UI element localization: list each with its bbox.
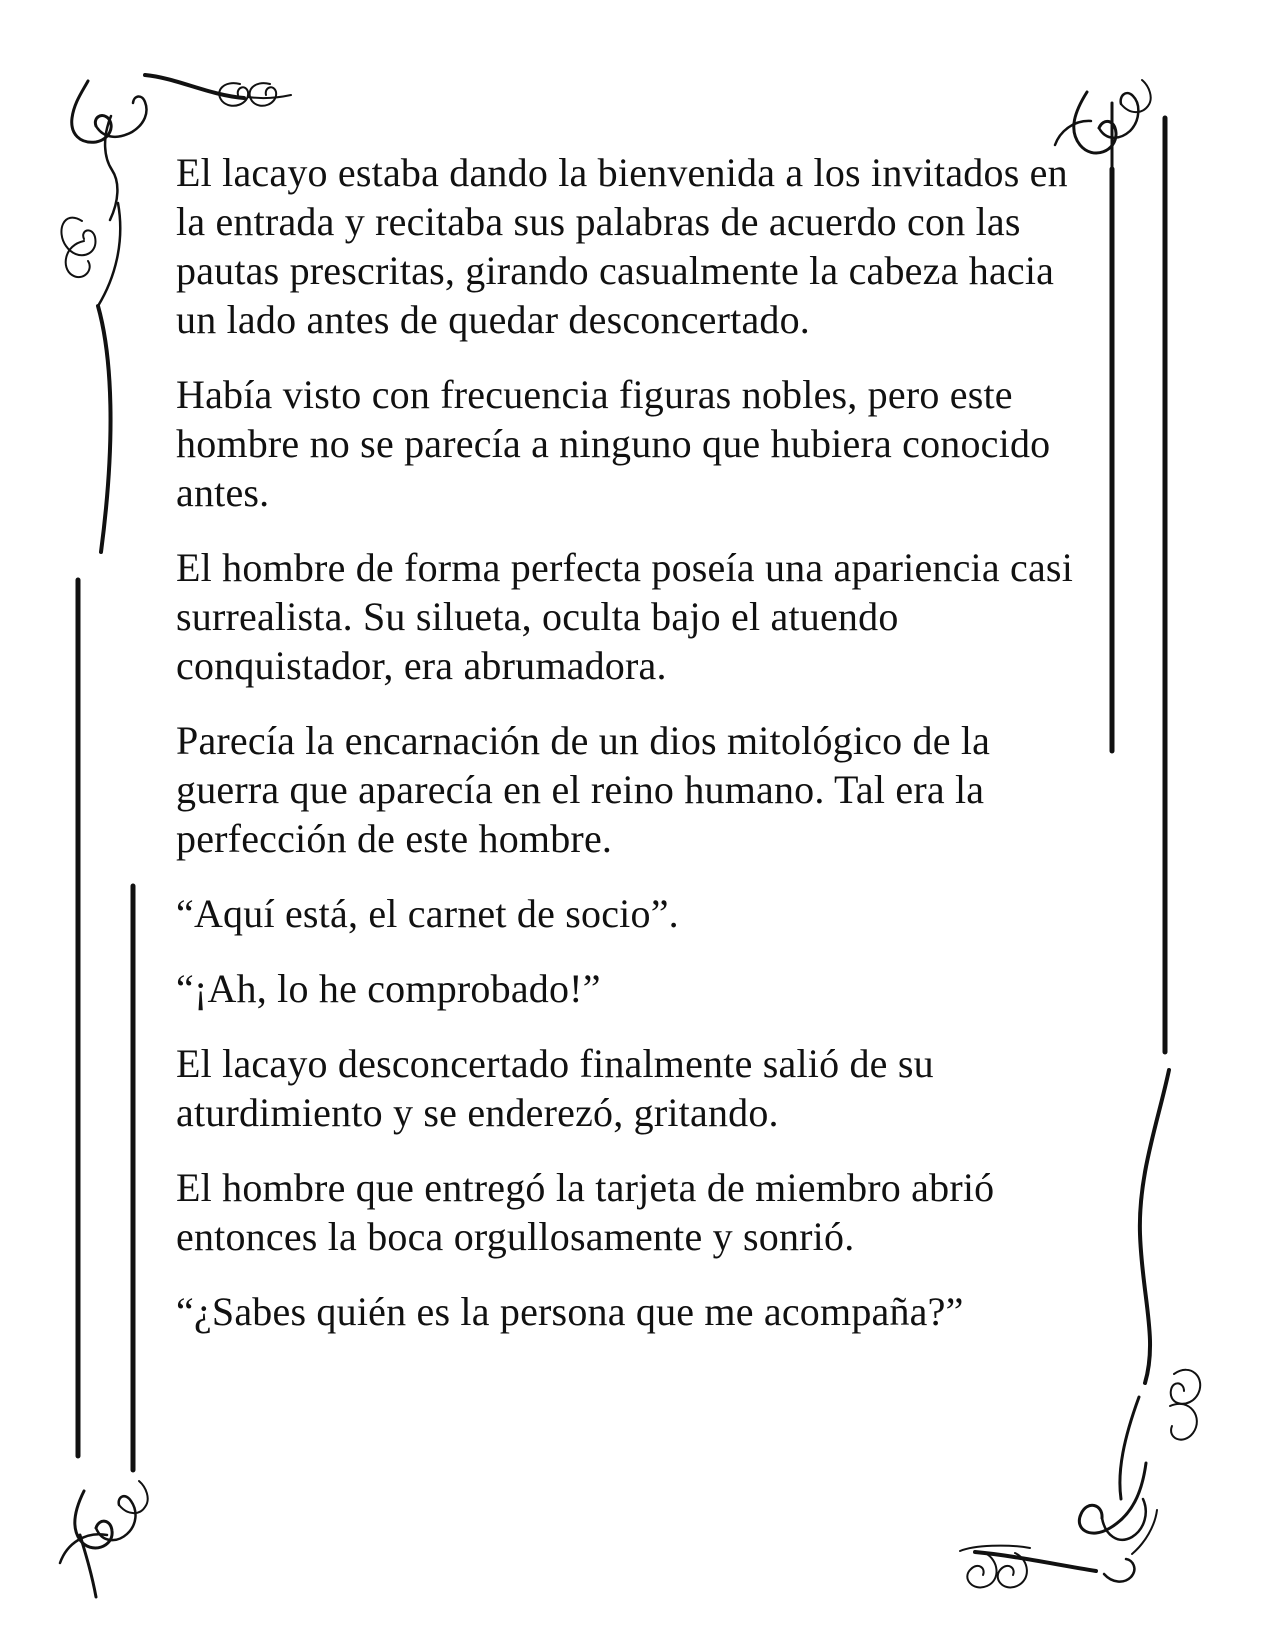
paragraph-1: El lacayo estaba dando la bienvenida a los invitados en la entrada y recitaba sus palabras de acuerdo con las pautas prescritas, girando casualmente la cabeza hacia un lado antes de quedar desconcertado. (176, 150, 1068, 342)
bottom-left-flourish-icon (60, 1481, 148, 1597)
paragraph-9: “¿Sabes quién es la persona que me acompaña?” (176, 1289, 964, 1334)
page-text-column (176, 148, 1096, 1362)
paragraph-3: El hombre de forma perfecta poseía una apariencia casi surrealista. Su silueta, oculta bajo el atuendo conquistador, era abrumadora. (176, 545, 1074, 688)
paragraph-2: Había visto con frecuencia figuras nobles, pero este hombre no se parecía a ninguno que hubiera conocido antes. (176, 372, 1051, 515)
paragraph-5: “Aquí está, el carnet de socio”. (176, 891, 679, 936)
paragraph-8: El hombre que entregó la tarjeta de miembro abrió entonces la boca orgullosamente y sonrió. (176, 1165, 995, 1259)
paragraph-4: Parecía la encarnación de un dios mitológico de la guerra que aparecía en el reino humano. Tal era la perfección de este hombre. (176, 718, 991, 861)
paragraph-7: El lacayo desconcertado finalmente salió de su aturdimiento y se enderezó, gritando. (176, 1041, 934, 1135)
paragraph-6: “¡Ah, lo he comprobado!” (176, 966, 601, 1011)
